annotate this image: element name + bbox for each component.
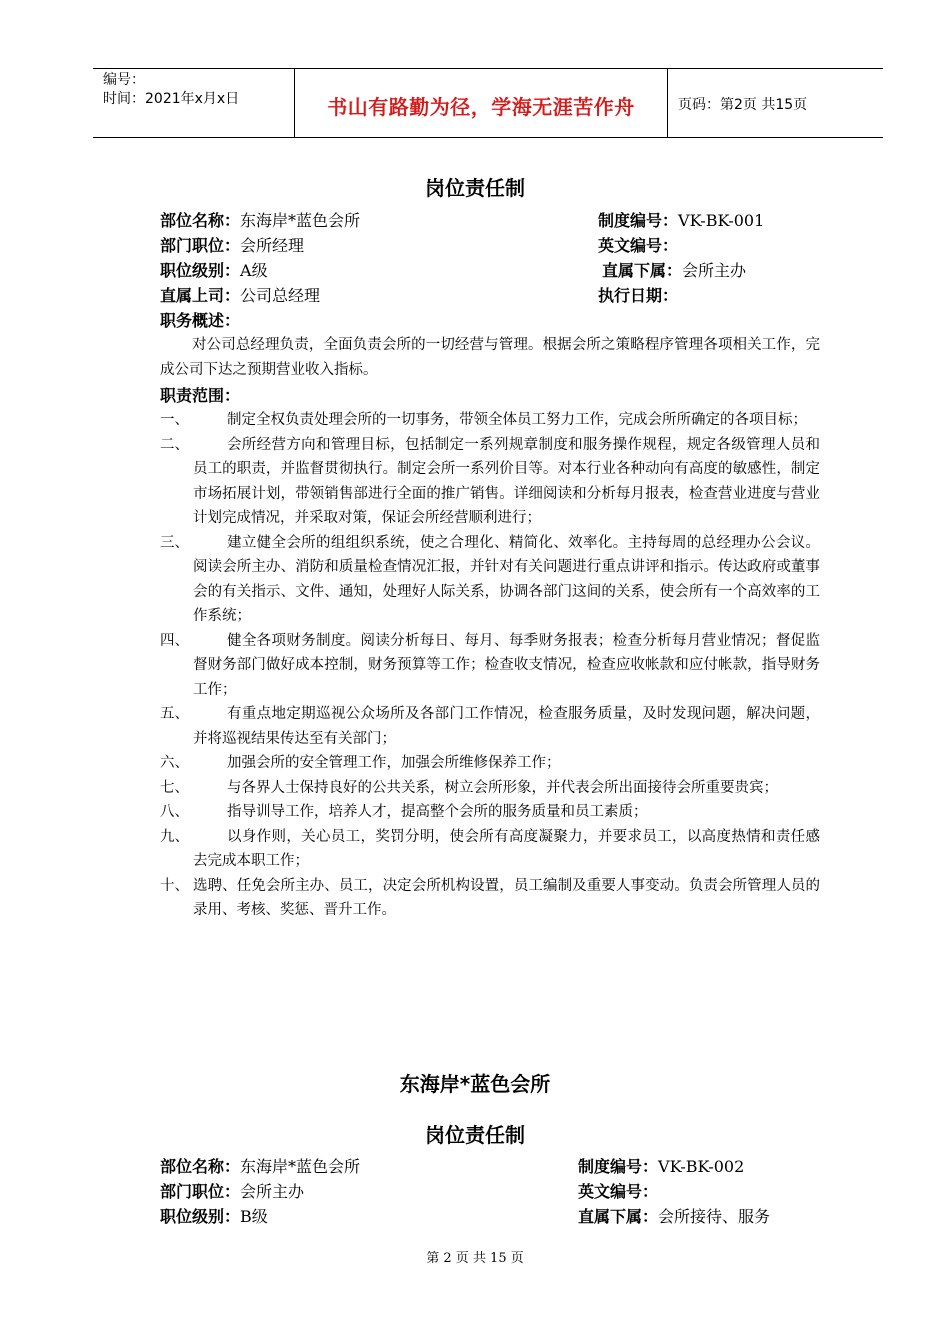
doc2-subordinate	[578, 1207, 770, 1227]
doc2-position	[160, 1182, 304, 1202]
doc1-english-no	[598, 236, 678, 256]
doc1-superior	[160, 286, 320, 306]
header-divider	[667, 69, 668, 137]
superior-value: 公司总经理	[240, 286, 321, 305]
scope-label: 职责范围：	[160, 386, 241, 405]
duty-text: 健全各项财务制度。阅读分析每日、每月、每季财务报表；检查分析每月营业情况；督促监督财务部门做好成本控制，财务预算等工作；检查收支情况，检查应收帐款和应付帐款，指导财务工作；	[193, 632, 820, 698]
duty-number: 五、	[160, 706, 189, 722]
page-footer: 第 2 页 共 15 页	[426, 1251, 524, 1266]
duty-text: 制定全权负责处理会所的一切事务，带领全体员工努力工作，完成会所所确定的各项目标；	[227, 412, 807, 428]
doc1-exec-date	[598, 286, 678, 306]
duty-text: 加强会所的安全管理工作，加强会所维修保养工作；	[227, 755, 561, 771]
overview-label: 职务概述：	[160, 311, 241, 330]
doc2-rule-no	[578, 1157, 744, 1177]
doc1-subordinate	[602, 261, 746, 281]
duty-number: 四、	[160, 632, 189, 649]
duty-text: 与各界人士保持良好的公共关系，树立会所形象，并代表会所出面接待会所重要贵宾；	[227, 779, 778, 796]
doc1-title: 岗位责任制	[425, 176, 525, 200]
position-label: 部门职位：	[160, 1182, 241, 1201]
duty-item	[160, 776, 820, 801]
duty-number: 九、	[160, 828, 189, 845]
duty-text: 建立健全会所的组组织系统，使之合理化、精简化、效率化。主持每周的总经理办公会议。阅读会所主办、消防和质量检查情况汇报，并针对有关问题进行重点讲评和指示。传达政府或董事会的有关指示、文件、通知，处理好人际关系，协调各部门这间的关系，使会所有一个高效率的工作系统；	[193, 534, 820, 624]
duty-number: 一、	[160, 412, 189, 428]
doc1-dept-name	[160, 211, 360, 231]
time-label: 时间：2021年x月x日	[103, 91, 240, 107]
subordinate-label: 直属下属：	[578, 1207, 659, 1226]
level-value: B级	[240, 1207, 268, 1226]
duty-item	[160, 408, 820, 433]
dept-name-label: 部位名称：	[160, 1157, 241, 1176]
doc1-position	[160, 236, 304, 256]
duty-item	[160, 531, 820, 629]
header-meta	[103, 71, 239, 109]
doc2-dept-name	[160, 1157, 360, 1177]
dept-name-value: 东海岸*蓝色会所	[240, 1157, 361, 1176]
dept-name-label: 部位名称：	[160, 211, 241, 230]
rule-no-value: VK-BK-002	[658, 1157, 745, 1176]
duty-number: 三、	[160, 534, 189, 551]
duty-text: 指导训导工作，培养人才，提高整个会所的服务质量和员工素质；	[227, 804, 648, 820]
duty-number: 七、	[160, 779, 189, 796]
rule-no-label: 制度编号：	[578, 1157, 659, 1176]
header-motto: 书山有路勤为径，学海无涯苦作舟	[327, 95, 635, 119]
duty-text: 会所经营方向和管理目标，包括制定一系列规章制度和服务操作规程，规定各级管理人员和员工的职责，并监督贯彻执行。制定会所一系列价目等。对本行业各种动向有高度的敏感性，制定市场拓展计划，带领销售部进行全面的推广销售。详细阅读和分析每月报表，检查营业进度与营业计划完成情况，并采取对策，保证会所经营顺利进行；	[193, 436, 820, 526]
page-header	[93, 68, 883, 138]
doc2-level	[160, 1207, 268, 1227]
duty-item	[160, 825, 820, 874]
doc1-level	[160, 261, 268, 281]
english-no-label: 英文编号：	[578, 1182, 659, 1201]
position-label: 部门职位：	[160, 236, 241, 255]
level-value: A级	[240, 261, 268, 280]
position-value: 会所经理	[240, 236, 305, 255]
doc2-company: 东海岸*蓝色会所	[399, 1072, 551, 1096]
duty-number: 二、	[160, 436, 189, 453]
superior-label: 直属上司：	[160, 286, 241, 305]
duty-text: 有重点地定期巡视公众场所及各部门工作情况，检查服务质量，及时发现问题，解决问题，并将巡视结果传达至有关部门；	[193, 706, 820, 747]
duty-item	[160, 874, 820, 923]
doc2-english-no	[578, 1182, 658, 1202]
duty-number: 十、	[160, 877, 189, 894]
duty-text: 以身作则，关心员工，奖罚分明，使会所有高度凝聚力，并要求员工，以高度热情和责任感去完成本职工作；	[193, 828, 820, 869]
header-page-info: 页码：第2页 共15页	[678, 97, 808, 113]
duty-number: 八、	[160, 804, 189, 820]
position-value: 会所主办	[240, 1182, 305, 1201]
doc2-title: 岗位责任制	[425, 1123, 525, 1147]
doc1-rule-no	[598, 211, 764, 231]
duty-item	[160, 751, 820, 776]
rule-no-value: VK-BK-001	[678, 211, 765, 230]
duty-item	[160, 800, 820, 825]
overview-text: 对公司总经理负责，全面负责会所的一切经营与管理。根据会所之策略程序管理各项相关工作，完成公司下达之预期营业收入指标。	[160, 337, 820, 378]
subordinate-value: 会所接待、服务	[658, 1207, 771, 1226]
duty-item	[160, 702, 820, 751]
english-no-label: 英文编号：	[598, 236, 679, 255]
level-label: 职位级别：	[160, 1207, 241, 1226]
duty-item	[160, 433, 820, 531]
duty-text: 选聘、任免会所主办、员工，决定会所机构设置，员工编制及重要人事变动。负责会所管理人员的录用、考核、奖惩、晋升工作。	[193, 877, 820, 918]
duty-list	[160, 408, 820, 923]
subordinate-label: 直属下属：	[602, 261, 683, 280]
duty-item	[160, 629, 820, 703]
duty-number: 六、	[160, 755, 189, 771]
serial-label: 编号：	[103, 72, 145, 88]
subordinate-value: 会所主办	[682, 261, 747, 280]
rule-no-label: 制度编号：	[598, 211, 679, 230]
exec-date-label: 执行日期：	[598, 286, 679, 305]
dept-name-value: 东海岸*蓝色会所	[240, 211, 361, 230]
level-label: 职位级别：	[160, 261, 241, 280]
